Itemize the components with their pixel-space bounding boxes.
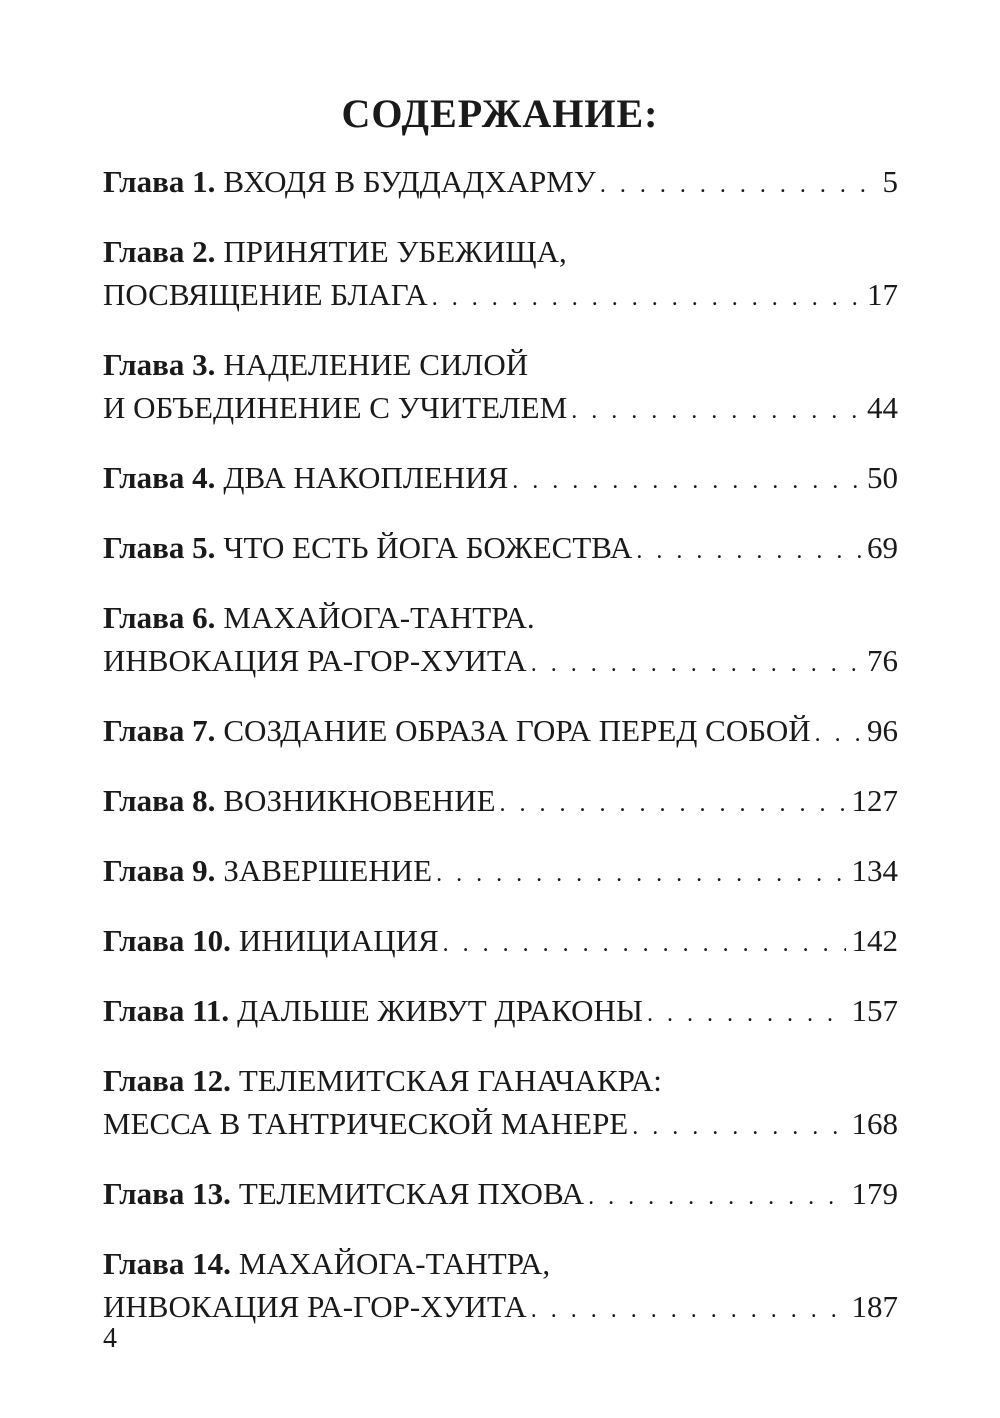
chapter-title: ПОСВЯЩЕНИЕ БЛАГА <box>103 277 428 312</box>
toc-entry-last-line <box>103 779 898 826</box>
chapter-title: НАДЕЛЕНИЕ СИЛОЙ <box>223 347 529 382</box>
chapter-label: Глава 5. <box>103 530 216 565</box>
chapter-label: Глава 8. <box>103 783 216 818</box>
toc-entry-last-line <box>103 160 898 207</box>
chapter-title: ПРИНЯТИЕ УБЕЖИЩА, <box>223 234 567 269</box>
toc-entry-last-line <box>103 919 898 966</box>
chapter-label: Глава 10. <box>103 923 231 958</box>
dot-leader <box>636 530 861 573</box>
chapter-title: ЗАВЕРШЕНИЕ <box>223 853 433 888</box>
chapter-label: Глава 1. <box>103 164 216 199</box>
chapter-label: Глава 12. <box>103 1063 231 1098</box>
chapter-label: Глава 13. <box>103 1176 231 1211</box>
toc-entry-line <box>103 1059 898 1102</box>
toc-entry-last-line <box>103 456 898 503</box>
toc-entry <box>103 456 898 503</box>
page-title: СОДЕРЖАНИЕ: <box>341 91 659 136</box>
chapter-title: МАХАЙОГА-ТАНТРА. <box>223 600 535 635</box>
toc-entry <box>103 709 898 756</box>
chapter-page-number: 17 <box>867 277 898 312</box>
chapter-page-number: 187 <box>851 1289 898 1324</box>
toc-entry <box>103 596 898 686</box>
chapter-title: ЧТО ЕСТЬ ЙОГА БОЖЕСТВА <box>223 530 633 565</box>
toc-entry-line <box>103 343 898 386</box>
chapter-title: СОЗДАНИЕ ОБРАЗА ГОРА ПЕРЕД СОБОЙ <box>223 713 811 748</box>
toc-entry-last-line <box>103 849 898 896</box>
toc-entry <box>103 779 898 826</box>
toc-entry-line <box>103 596 898 639</box>
page-number: 4 <box>103 1323 117 1354</box>
table-of-contents <box>103 160 898 1355</box>
chapter-label: Глава 2. <box>103 234 216 269</box>
toc-entry-last-line <box>103 273 898 320</box>
toc-entry <box>103 1172 898 1219</box>
dot-leader <box>500 783 846 826</box>
chapter-label: Глава 6. <box>103 600 216 635</box>
chapter-title: ВОЗНИКНОВЕНИЕ <box>223 783 496 818</box>
chapter-page-number: 142 <box>851 923 898 958</box>
dot-leader <box>632 1106 845 1149</box>
chapter-label: Глава 7. <box>103 713 216 748</box>
chapter-page-number: 76 <box>867 643 898 678</box>
toc-entry-last-line <box>103 639 898 686</box>
dot-leader <box>531 1289 846 1332</box>
chapter-title: ТЕЛЕМИТСКАЯ ГАНАЧАКРА: <box>238 1063 662 1098</box>
toc-entry <box>103 1059 898 1149</box>
toc-entry <box>103 160 898 207</box>
chapter-label: Глава 3. <box>103 347 216 382</box>
chapter-page-number: 5 <box>882 164 898 199</box>
toc-entry-last-line <box>103 526 898 573</box>
toc-entry-line <box>103 1242 898 1285</box>
toc-entry-last-line <box>103 1172 898 1219</box>
dot-leader <box>443 923 846 966</box>
toc-entry-last-line <box>103 989 898 1036</box>
dot-leader <box>571 390 861 433</box>
toc-entry <box>103 526 898 573</box>
toc-entry <box>103 919 898 966</box>
chapter-page-number: 157 <box>851 993 898 1028</box>
dot-leader <box>588 1176 845 1219</box>
toc-entry <box>103 1242 898 1332</box>
chapter-title: ДАЛЬШЕ ЖИВУТ ДРАКОНЫ <box>237 993 643 1028</box>
dot-leader <box>512 460 861 503</box>
chapter-page-number: 127 <box>851 783 898 818</box>
toc-entry <box>103 343 898 433</box>
chapter-title: ТЕЛЕМИТСКАЯ ПХОВА <box>238 1176 585 1211</box>
chapter-title: ИНИЦИАЦИЯ <box>238 923 439 958</box>
toc-entry-last-line <box>103 709 898 756</box>
chapter-page-number: 179 <box>851 1176 898 1211</box>
toc-entry-last-line <box>103 1102 898 1149</box>
chapter-page-number: 96 <box>867 713 898 748</box>
chapter-title: И ОБЪЕДИНЕНИЕ С УЧИТЕЛЕМ <box>103 390 568 425</box>
dot-leader <box>531 643 861 686</box>
toc-entry <box>103 989 898 1036</box>
chapter-label: Глава 14. <box>103 1246 231 1281</box>
chapter-label: Глава 4. <box>103 460 216 495</box>
dot-leader <box>432 277 861 320</box>
chapter-title: ВХОДЯ В БУДДАДХАРМУ <box>223 164 596 199</box>
chapter-label: Глава 9. <box>103 853 216 888</box>
dot-leader <box>600 164 877 207</box>
chapter-title: ИНВОКАЦИЯ РА-ГОР-ХУИТА <box>103 643 527 678</box>
chapter-title: МЕССА В ТАНТРИЧЕСКОЙ МАНЕРЕ <box>103 1106 629 1141</box>
dot-leader <box>815 713 861 756</box>
chapter-page-number: 134 <box>851 853 898 888</box>
chapter-label: Глава 11. <box>103 993 230 1028</box>
chapter-page-number: 44 <box>867 390 898 425</box>
chapter-page-number: 168 <box>851 1106 898 1141</box>
toc-entry <box>103 230 898 320</box>
dot-leader <box>436 853 845 896</box>
toc-entry-line <box>103 230 898 273</box>
chapter-title: ДВА НАКОПЛЕНИЯ <box>223 460 509 495</box>
toc-entry-last-line <box>103 386 898 433</box>
toc-entry <box>103 849 898 896</box>
chapter-title: ИНВОКАЦИЯ РА-ГОР-ХУИТА <box>103 1289 527 1324</box>
dot-leader <box>647 993 846 1036</box>
chapter-page-number: 69 <box>867 530 898 565</box>
toc-entry-last-line <box>103 1285 898 1332</box>
chapter-page-number: 50 <box>867 460 898 495</box>
chapter-title: МАХАЙОГА-ТАНТРА, <box>238 1246 551 1281</box>
